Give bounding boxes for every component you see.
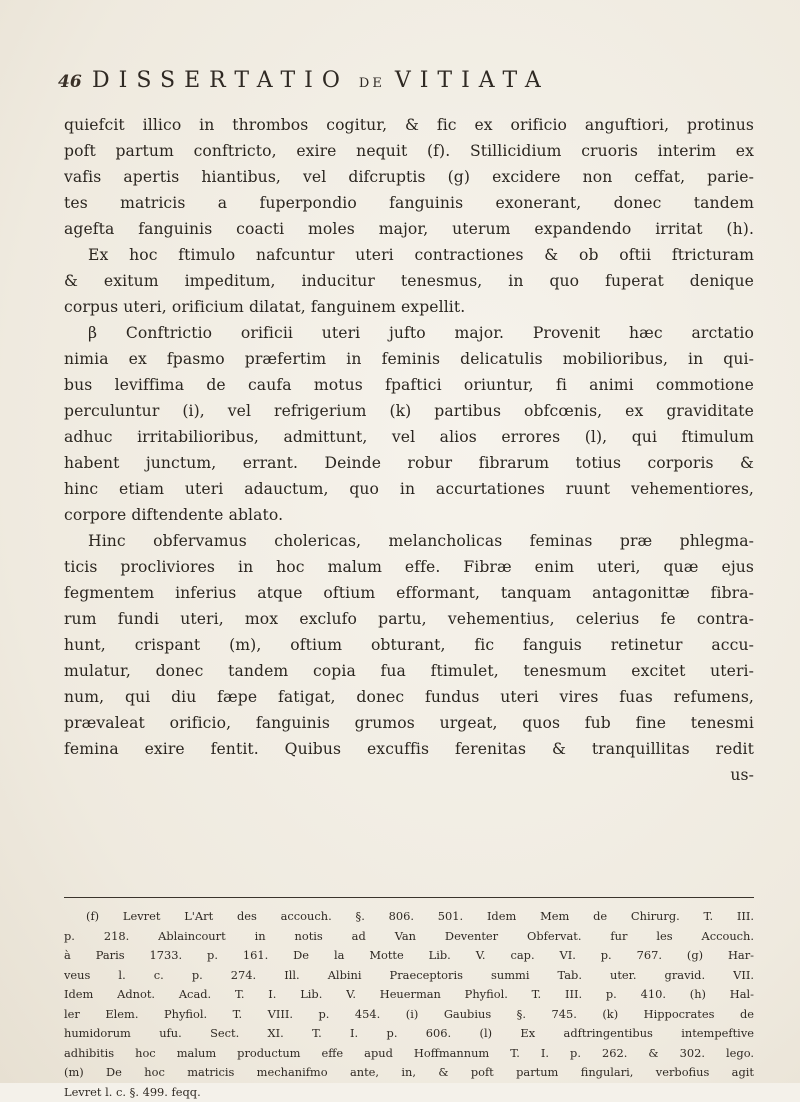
text-line: habent junctum, errant. Deinde robur fibrarum totius corporis & [64,450,754,476]
text-line: femina exire fentit. Quibus excuffis ferenitas & tranquillitas redit [64,736,754,762]
page-number: 46 [58,72,92,92]
text-line: num, qui diu fæpe fatigat, donec fundus uteri vires fuas refumens, [64,684,754,710]
footnote-line: (m) De hoc matricis mechanifmo ante, in, & poft partum fingulari, verbofius agit [64,1063,754,1083]
text-line: corpus uteri, orificium dilatat, fanguinem expellit. [64,294,754,320]
text-line: mulatur, donec tandem copia fua ftimulet, tenesmum excitet uteri- [64,658,754,684]
text-line: us- [64,762,754,788]
footnote-line: adhibitis hoc malum productum effe apud Hoffmannum T. I. p. 262. & 302. lego. [64,1044,754,1064]
text-line: agefta fanguinis coacti moles major, uterum expandendo irritat (h). [64,216,754,242]
footnote-divider [64,897,754,898]
text-line: bus leviffima de caufa motus fpaftici oriuntur, fi animi commotione [64,372,754,398]
text-line: adhuc irritabilioribus, admittunt, vel alios errores (l), qui ftimulum [64,424,754,450]
text-line: quiefcit illico in thrombos cogitur, & fic ex orificio anguftiori, protinus [64,112,754,138]
footnote-line: Idem Adnot. Acad. T. I. Lib. V. Heuerman Phyfiol. T. III. p. 410. (h) Hal- [64,985,754,1005]
main-text [64,112,754,788]
text-line: vafis apertis hiantibus, vel difcruptis (g) excidere non ceffat, parie- [64,164,754,190]
footnote-line: à Paris 1733. p. 161. De la Motte Lib. V. cap. VI. p. 767. (g) Har- [64,946,754,966]
text-line: hinc etiam uteri adauctum, quo in accurtationes ruunt vehementiores, [64,476,754,502]
footnote-line: (f) Levret L'Art des accouch. §. 806. 501. Idem Mem de Chirurg. T. III. [64,907,754,927]
footnote-line: veus l. c. p. 274. Ill. Albini Praeceptoris summi Tab. uter. gravid. VII. [64,966,754,986]
footnotes [64,907,754,1102]
text-line: poft partum conftricto, exire nequit (f). Stillicidium cruoris interim ex [64,138,754,164]
text-line: β Conftrictio orificii uteri jufto major. Provenit hæc arctatio [64,320,754,346]
footnote-line: humidorum ufu. Sect. XI. T. I. p. 606. (l) Ex adftringentibus intempeftive [64,1024,754,1044]
footnote-line: p. 218. Ablaincourt in notis ad Van Deventer Obfervat. fur les Accouch. [64,927,754,947]
title-de: DE [359,76,385,91]
text-line: nimia ex fpasmo præfertim in feminis delicatulis mobilioribus, in qui- [64,346,754,372]
text-line: rum fundi uteri, mox exclufo partu, vehementius, celerius fe contra- [64,606,754,632]
title-main: DISSERTATIO [92,68,349,93]
running-title [92,68,550,93]
text-line: corpore diftendente ablato. [64,502,754,528]
text-line: tes matricis a fuperpondio fanguinis exonerant, donec tandem [64,190,754,216]
text-line: ticis procliviores in hoc malum effe. Fibræ enim uteri, quæ ejus [64,554,754,580]
text-line: fegmentem inferius atque oftium efformant, tanquam antagonittæ fibra- [64,580,754,606]
text-line: Ex hoc ftimulo nafcuntur uteri contractiones & ob oftii ftricturam [64,242,754,268]
text-line: hunt, crispant (m), oftium obturant, fic fanguis retinetur accu- [64,632,754,658]
title-right: VITIATA [395,68,550,93]
running-header [58,68,748,102]
text-line: Hinc obfervamus cholericas, melancholicas feminas præ phlegma- [64,528,754,554]
text-line: prævaleat orificio, fanguinis grumos urgeat, quos fub fine tenesmi [64,710,754,736]
footnote-line: ler Elem. Phyfiol. T. VIII. p. 454. (i) Gaubius §. 745. (k) Hippocrates de [64,1005,754,1025]
text-line: perculuntur (i), vel refrigerium (k) partibus obfcœnis, ex graviditate [64,398,754,424]
footnote-line: Levret l. c. §. 499. feqq. [64,1083,754,1102]
text-line: & exitum impeditum, inducitur tenesmus, in quo fuperat denique [64,268,754,294]
